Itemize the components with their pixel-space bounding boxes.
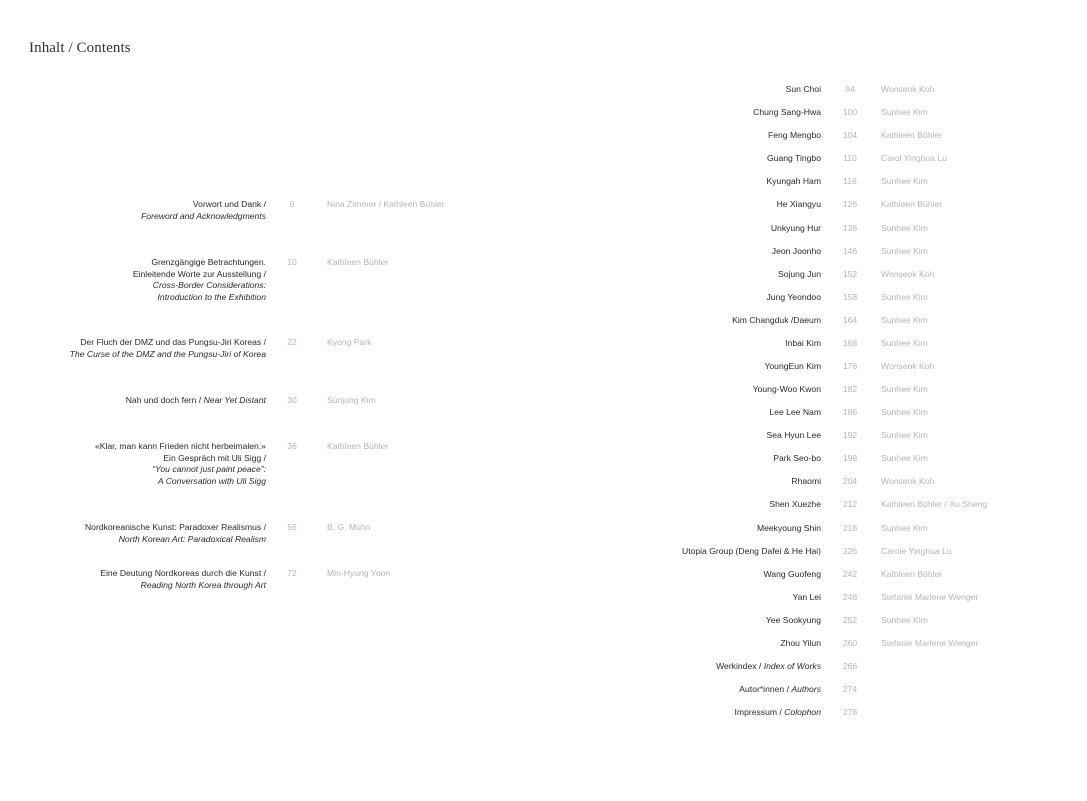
artist-name (777, 198, 821, 210)
essay-title (6, 441, 266, 487)
artist-entry[interactable] (540, 383, 1087, 395)
essay-title-line: Ein Gespräch mit Uli Sigg / (163, 452, 266, 463)
artist-name-text: Werkindex / (716, 661, 764, 671)
artist-entry[interactable] (540, 614, 1087, 626)
text-author: Sunhee Kim (881, 176, 928, 187)
page-number: 30 (287, 395, 297, 405)
page-number: 274 (842, 684, 858, 695)
page-number: 116 (843, 176, 857, 187)
artist-name-text: Kim Changduk /Daeum (732, 314, 821, 325)
essay-author: Sunjung Kim (327, 395, 376, 405)
essay-title (6, 395, 266, 407)
text-author: Wonseok Koh (881, 476, 935, 487)
essay-title-english: Near Yet Distant (203, 395, 266, 405)
text-author: Kathleen Bühler / Xu Sheng (881, 499, 988, 510)
artist-entry[interactable] (540, 452, 1087, 464)
essay-author: Nina Zimmer / Kathleen Bühler (327, 199, 445, 209)
page-number: 10 (287, 257, 297, 267)
page-number: 152 (842, 268, 858, 279)
artist-name-text: Shen Xuezhe (769, 499, 821, 510)
artist-entry[interactable] (540, 245, 1087, 257)
artist-name-text: Lee Lee Nam (769, 407, 821, 418)
artist-name-text: Jeon Joonho (771, 245, 821, 256)
essay-title (6, 568, 266, 591)
essay-title-english-line: The Curse of the DMZ and the Pungsu-Jiri of Korea (69, 348, 266, 359)
page-number: 248 (842, 591, 858, 602)
page-number: 146 (842, 245, 858, 256)
artist-name (716, 660, 821, 672)
artist-name (780, 637, 821, 649)
page-number: 176 (842, 361, 858, 371)
text-author: Carol Yinghua Lu (881, 153, 947, 164)
text-author: Stefanie Marlene Wenger (881, 637, 979, 648)
page-number: 158 (842, 291, 858, 302)
artist-name (767, 429, 821, 441)
essay-title-line: Einleitende Worte zur Ausstellung / (132, 268, 266, 279)
essay-title (6, 199, 266, 222)
essay-title-line (6, 395, 266, 407)
artist-name (739, 683, 821, 695)
artist-name-text: Yan Lei (792, 591, 821, 602)
artist-entry[interactable] (540, 337, 1087, 349)
artist-name-text: YoungEun Kim (764, 361, 821, 371)
page-number: 126 (842, 199, 858, 210)
artist-entry[interactable] (540, 406, 1087, 418)
artist-name-text: He Xiangyu (776, 199, 821, 210)
artist-name (753, 106, 821, 118)
page-number: 104 (842, 130, 858, 141)
artist-name-text: Sea Hyun Lee (766, 430, 821, 441)
text-author: Sunhee Kim (881, 430, 928, 441)
artist-name-text: Sojung Jun (777, 268, 821, 279)
page-number: 278 (842, 707, 858, 718)
artist-name-text: Inbai Kim (785, 337, 821, 348)
artist-name (732, 314, 821, 326)
essay-title-english-line: North Korean Art: Paradoxical Realism (118, 533, 266, 544)
text-author: Carole Yinghua Lu (881, 545, 952, 556)
artist-entry[interactable] (540, 591, 1087, 603)
essay-author: Kathleen Bühler (327, 441, 389, 451)
artist-entry[interactable] (540, 314, 1087, 326)
artist-name-text: Unkyung Hur (770, 222, 821, 233)
text-author: Sunhee Kim (881, 453, 928, 464)
artist-name (785, 337, 821, 349)
page-number: 56 (287, 522, 297, 532)
artist-name (773, 452, 821, 464)
text-author: Kathleen Bühler (881, 130, 943, 141)
artist-name (768, 129, 821, 141)
artist-name-text: Impressum / (734, 707, 785, 718)
essay-title-english-line: Introduction to the Exhibition (157, 291, 266, 302)
text-author: Sunhee Kim (881, 337, 928, 348)
artist-name (735, 706, 821, 718)
artist-name (764, 360, 821, 372)
page-number: 212 (842, 499, 858, 510)
artist-name (786, 83, 821, 95)
page-number: 164 (842, 314, 858, 325)
page-number: 198 (842, 453, 858, 464)
artist-name (778, 268, 821, 280)
artist-name-text: Meekyoung Shin (756, 522, 821, 533)
text-author: Sunhee Kim (881, 407, 928, 418)
section-name-english: Authors (791, 684, 821, 695)
artist-entry[interactable] (540, 637, 1087, 649)
page-number: 22 (287, 337, 297, 347)
artist-entry[interactable] (540, 291, 1087, 303)
artist-name (757, 522, 821, 534)
page-number: 242 (842, 568, 858, 579)
page-number: 110 (843, 153, 857, 164)
essay-title-english-line: Reading North Korea through Art (140, 579, 266, 590)
artist-name-text: Young-Woo Kwon (752, 384, 821, 394)
essay-title (6, 257, 266, 303)
page-number: 182 (842, 384, 858, 394)
artist-name-text: Park Seo-bo (773, 453, 821, 464)
artist-name (682, 545, 821, 557)
artist-name-text: Yee Sookyung (765, 614, 821, 625)
artist-entry[interactable] (540, 498, 1087, 510)
artist-name-text: Jung Yeondoo (766, 291, 821, 302)
artist-name-text: Guang Tingbo (767, 153, 821, 164)
page-number: 204 (842, 476, 858, 487)
page-number: 266 (842, 661, 858, 671)
text-author: Wonseok Koh (881, 84, 935, 94)
text-author: Wonseok Koh (881, 361, 935, 371)
artist-name (767, 175, 821, 187)
text-author: Stefanie Marlene Wenger (881, 591, 979, 602)
section-name-english: Colophon (784, 707, 821, 718)
essay-title-line: Grenzgängige Betrachtungen. (151, 257, 266, 267)
artist-entry[interactable] (540, 152, 1087, 164)
artist-name-text: Wang Guofeng (763, 568, 821, 579)
essay-author: Kathleen Bühler (327, 257, 389, 267)
artist-name-text: Kyungah Ham (766, 176, 821, 187)
essay-title-line: Eine Deutung Nordkoreas durch die Kunst / (100, 568, 266, 578)
artist-entry[interactable] (540, 706, 1087, 718)
page-number: 72 (287, 568, 297, 578)
artist-entry[interactable] (540, 660, 1087, 672)
artist-entry[interactable] (540, 222, 1087, 234)
text-author: Sunhee Kim (881, 384, 928, 394)
artist-name-text: Autor*innen / (739, 684, 792, 695)
artist-name (767, 152, 821, 164)
artist-name (753, 383, 821, 395)
artist-entry[interactable] (540, 198, 1087, 210)
artist-name (769, 498, 821, 510)
text-author: Kathleen Bühler (881, 568, 943, 579)
artist-name (767, 291, 822, 303)
artist-entry[interactable] (540, 522, 1087, 534)
text-author: Sunhee Kim (881, 522, 928, 533)
artist-name (792, 591, 821, 603)
artist-name-text: Zhou Yilun (780, 637, 821, 648)
essay-author: B. G. Muhn (327, 522, 371, 532)
page-title: Inhalt / Contents (29, 40, 131, 56)
page-number: 226 (842, 545, 858, 556)
essay-author: Min-Hyung Yoon (327, 568, 391, 578)
artist-entry[interactable] (540, 475, 1087, 487)
artist-name-text: Utopia Group (Deng Dafei & He Hai) (682, 545, 821, 556)
page-number: 94 (845, 84, 855, 94)
artist-entry[interactable] (540, 545, 1087, 557)
text-author: Wonseok Koh (881, 268, 935, 279)
page-number: 186 (842, 407, 858, 418)
text-author: Sunhee Kim (881, 614, 928, 625)
page-number: 36 (287, 441, 297, 451)
text-author: Sunhee Kim (881, 245, 928, 256)
page-number: 100 (842, 107, 858, 118)
artist-entry[interactable] (540, 429, 1087, 441)
artist-name-text: Chung Sang-Hwa (753, 107, 821, 118)
page-number: 136 (842, 222, 858, 233)
section-name-english: Index of Works (763, 661, 821, 671)
artist-entry[interactable] (540, 129, 1087, 141)
text-author: Sunhee Kim (881, 222, 928, 233)
essay-title-english-line: Cross-Border Considerations: (152, 280, 266, 291)
essay-title (6, 522, 266, 545)
artist-entry[interactable] (540, 360, 1087, 372)
artist-name (766, 614, 821, 626)
text-author: Sunhee Kim (881, 107, 928, 118)
text-author: Sunhee Kim (881, 291, 928, 302)
essay-title-english-line: A Conversation with Uli Sigg (157, 475, 266, 486)
artist-name (769, 406, 821, 418)
artist-name (791, 475, 821, 487)
artist-entry[interactable] (540, 175, 1087, 187)
page-number: 218 (842, 522, 858, 533)
artist-entry[interactable] (540, 568, 1087, 580)
page-number: 168 (842, 337, 858, 348)
artist-name-text: Sun Choi (785, 84, 821, 94)
page-number: 192 (842, 430, 858, 441)
artist-name (771, 222, 821, 234)
artist-name-text: Rhaomi (791, 476, 821, 487)
artist-entry[interactable] (540, 268, 1087, 280)
artist-name (764, 568, 822, 580)
essay-title-line: Vorwort und Dank / (192, 199, 266, 209)
page-number: 6 (289, 199, 295, 209)
page-number: 260 (842, 637, 858, 648)
essay-author: Kyong Park (327, 337, 372, 347)
artist-name-text: Feng Mengbo (767, 130, 821, 141)
text-author: Kathleen Bühler (881, 199, 943, 210)
text-author: Sunhee Kim (881, 314, 928, 325)
essay-title-line: Nordkoreanische Kunst: Paradoxer Realismus / (84, 522, 266, 532)
essay-title-english-line: “You cannot just paint peace”: (152, 464, 266, 475)
artist-entry[interactable] (540, 83, 1087, 95)
artist-entry[interactable] (540, 106, 1087, 118)
essay-title (6, 337, 266, 360)
essay-title-german: Nah und doch fern / (125, 395, 204, 405)
essay-title-english-line: Foreword and Acknowledgments (141, 210, 266, 221)
artist-name (772, 245, 821, 257)
page-number: 252 (842, 614, 858, 625)
essay-title-line: Der Fluch der DMZ und das Pungsu-Jiri Koreas / (80, 337, 266, 347)
artist-entry[interactable] (540, 683, 1087, 695)
essay-title-line: «Klar, man kann Frieden nicht herbeimalen.» (94, 441, 266, 451)
